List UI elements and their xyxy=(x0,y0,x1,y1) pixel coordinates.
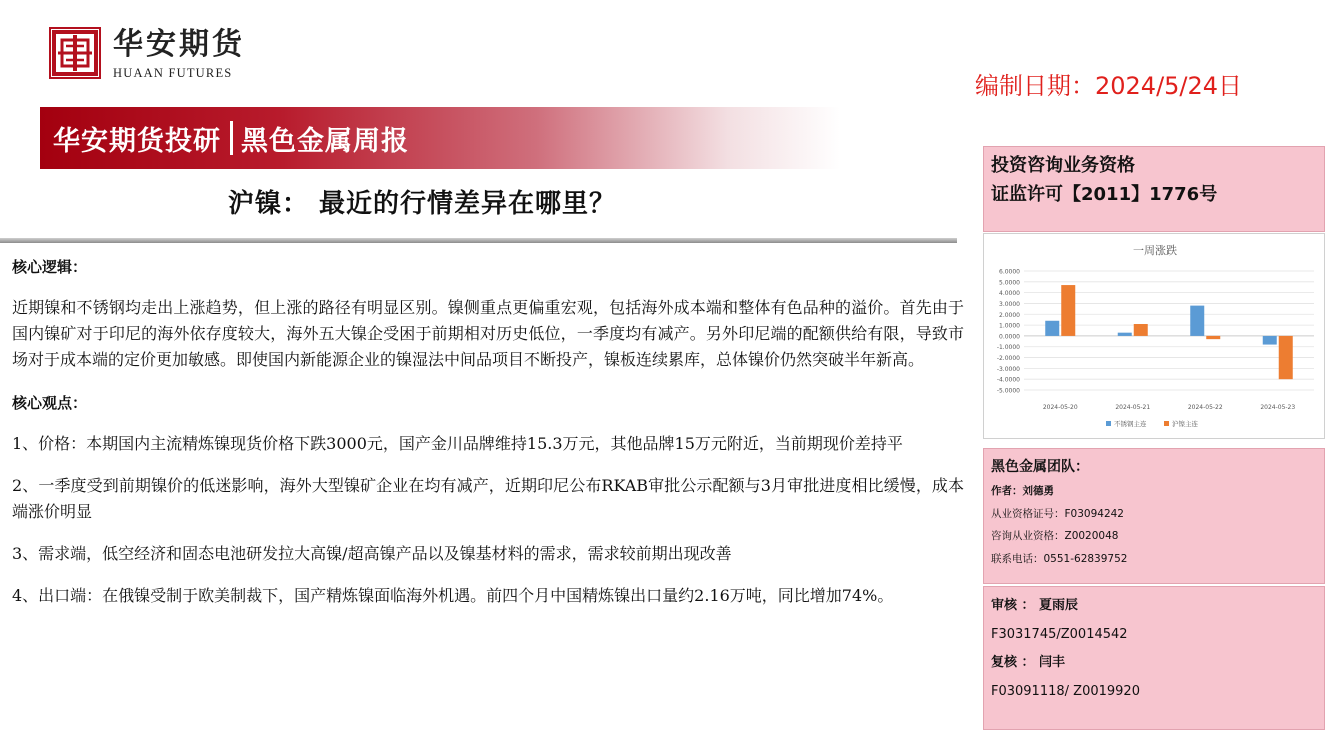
y-tick-label: 4.0000 xyxy=(999,290,1020,298)
team-author: 作者：刘德勇 xyxy=(991,485,1054,497)
logo-name-en: HUAAN FUTURES xyxy=(113,66,233,80)
y-tick-label: 1.0000 xyxy=(999,322,1020,330)
compile-date: 编制日期：2024/5/24日 xyxy=(975,72,1243,100)
x-tick-label: 2024-05-20 xyxy=(1042,404,1078,411)
core-view-point: 4、出口端：在俄镍受制于欧美制裁下，国产精炼镍面临海外机遇。前四个月中国精炼镍出口量约2.16万吨，同比增加74%。 xyxy=(12,586,894,605)
bar xyxy=(1045,321,1059,336)
core-view-point: 1、价格：本期国内主流精炼镍现货价格下跌3000元，国产金川品牌维持15.3万元，其他品牌15万元附近，当前期现价差持平 xyxy=(12,434,903,453)
bar xyxy=(1190,306,1204,336)
y-tick-label: 2.0000 xyxy=(999,311,1020,319)
weekly-change-chart xyxy=(983,233,1325,439)
legend-swatch xyxy=(1164,421,1169,426)
bar xyxy=(1279,336,1293,379)
core-logic-heading: 核心逻辑： xyxy=(12,258,88,276)
legend-label: 不锈钢主连 xyxy=(1114,420,1147,428)
reviewer-ids: F3031745/Z0014542 xyxy=(991,626,1128,642)
report-banner xyxy=(40,107,840,169)
team-title: 黑色金属团队： xyxy=(991,459,1089,475)
team-license: 从业资格证号：F03094242 xyxy=(991,507,1124,520)
y-tick-label: -3.0000 xyxy=(996,365,1020,373)
core-view-point: 2、一季度受到前期镍价的低迷影响，海外大型镍矿企业在均有减产，近期印尼公布RKAB审批公示配额与3月审批进度相比缓慢，成本端涨价明显 xyxy=(12,476,964,521)
company-logo xyxy=(49,27,245,81)
banner-brand: 华安期货投研 xyxy=(53,125,221,157)
rechecker-ids: F03091118/ Z0019920 xyxy=(991,683,1140,699)
bar xyxy=(1263,336,1277,345)
legend-label: 沪镍主连 xyxy=(1172,420,1198,428)
y-tick-label: -5.0000 xyxy=(996,387,1020,395)
chart-title: 一周涨跌 xyxy=(1133,244,1177,257)
qualification-title: 投资咨询业务资格 xyxy=(991,155,1135,176)
rechecker: 复核 ： 闫丰 xyxy=(991,655,1066,670)
banner-divider xyxy=(230,121,233,155)
title-divider xyxy=(0,238,957,243)
y-tick-label: 0.0000 xyxy=(999,333,1020,341)
core-view-point: 3、需求端，低空经济和固态电池研发拉大高镍/超高镍产品以及镍基材料的需求，需求较前期出现改善 xyxy=(12,544,732,563)
qualification-license: 证监许可【2011】1776号 xyxy=(991,184,1218,205)
huaan-logo-icon xyxy=(49,27,101,79)
team-advisory: 咨询从业资格：Z0020048 xyxy=(991,530,1119,542)
y-tick-label: -4.0000 xyxy=(996,376,1020,384)
y-tick-label: 3.0000 xyxy=(999,300,1020,308)
reviewer: 审核 ： 夏雨辰 xyxy=(991,598,1079,613)
x-tick-label: 2024-05-23 xyxy=(1260,404,1296,411)
bar xyxy=(1118,333,1132,336)
review-box xyxy=(983,586,1325,730)
qualification-box xyxy=(983,146,1325,232)
x-tick-label: 2024-05-21 xyxy=(1115,404,1151,411)
core-logic-text: 近期镍和不锈钢均走出上涨趋势，但上涨的路径有明显区别。镍侧重点更偏重宏观，包括海外成本端和整体有色品种的溢价。首先由于国内镍矿对于印尼的海外依存度较大，海外五大镍企受困于前期相对历史低位，一季度均有减产。另外印尼端的配额供给有限，导致市场对于成本端的定价更加敏感。即使国内新能源企业的镍湿法中间品项目不断投产，镍板连续累库，总体镍价仍然突破半年新高。 xyxy=(12,298,964,369)
bar xyxy=(1134,324,1148,336)
banner-report-type: 黑色金属周报 xyxy=(241,125,409,157)
core-views-heading: 核心观点： xyxy=(12,394,88,412)
chart-svg xyxy=(984,234,1324,438)
main-content xyxy=(12,254,964,609)
y-tick-label: -2.0000 xyxy=(996,355,1020,363)
report-title: 沪镍： 最近的行情差异在哪里？ xyxy=(228,189,617,219)
bar xyxy=(1206,336,1220,339)
bar xyxy=(1061,285,1075,336)
y-tick-label: 5.0000 xyxy=(999,279,1020,287)
team-phone: 联系电话：0551-62839752 xyxy=(991,552,1128,565)
legend-swatch xyxy=(1106,421,1111,426)
x-tick-label: 2024-05-22 xyxy=(1187,404,1223,411)
logo-name-cn: 华安期货 xyxy=(113,27,245,62)
y-tick-label: 6.0000 xyxy=(999,268,1020,276)
team-box xyxy=(983,448,1325,584)
y-tick-label: -1.0000 xyxy=(996,344,1020,352)
